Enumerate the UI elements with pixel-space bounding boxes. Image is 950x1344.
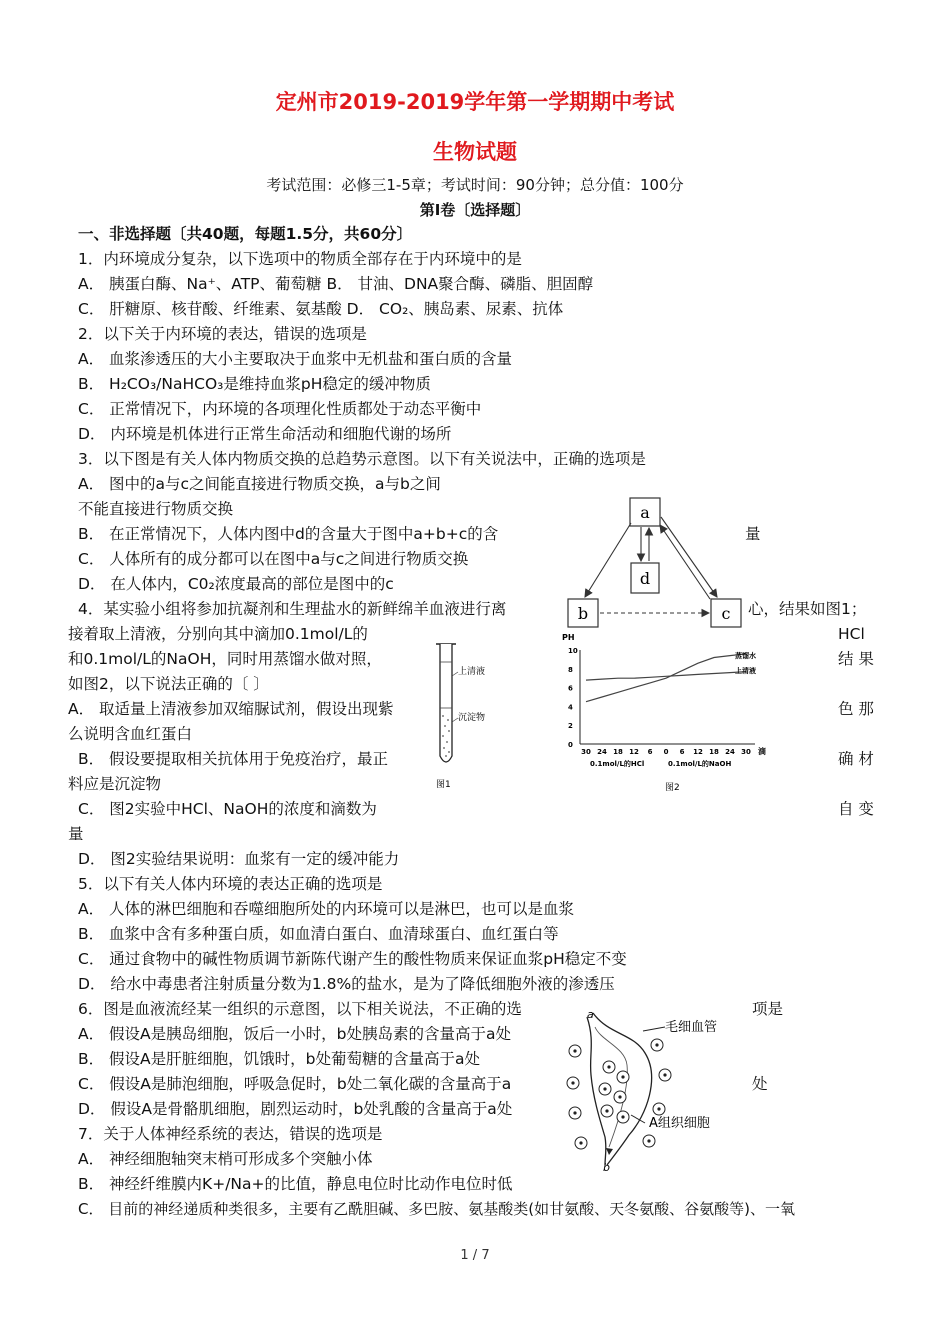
q4-stem-line2-end: HCl bbox=[838, 625, 865, 643]
fig1-caption: 图1 bbox=[436, 780, 451, 790]
q4-stem-line3: 和0.1mol/L的NaOH，同时用蒸馏水做对照， bbox=[68, 650, 382, 668]
q3-option-c: C． 人体所有的成分都可以在图中a与c之间进行物质交换 bbox=[78, 550, 469, 568]
xlabel-hcl: 0.1mol/L的HCl bbox=[590, 760, 645, 768]
q4-option-c-line2: 量 bbox=[68, 825, 84, 843]
q6-option-c: C． 假设A是肺泡细胞，呼吸急促时，b处二氧化碳的含量高于a bbox=[78, 1075, 512, 1093]
y-tick-label: 0 bbox=[568, 741, 573, 749]
q5-option-d: D． 给水中毒患者注射质量分数为1.8%的盐水，是为了降低细胞外液的渗透压 bbox=[78, 975, 615, 993]
q2-stem: 2．以下关于内环境的表达，错误的选项是 bbox=[78, 325, 367, 343]
y-tick-label: 2 bbox=[568, 722, 573, 731]
q3-option-a-line1: A． 图中的a与c之间能直接进行物质交换，a与b之间 bbox=[78, 475, 441, 493]
q2-option-d: D． 内环境是机体进行正常生命活动和细胞代谢的场所 bbox=[78, 425, 452, 443]
q6-stem-end: 项是 bbox=[752, 1000, 784, 1018]
q4-option-b-line2: 料应是沉淀物 bbox=[68, 775, 162, 793]
fig1-test-tube bbox=[428, 636, 508, 791]
volume-heading: 第Ⅰ卷〔选择题〕 bbox=[419, 201, 531, 219]
legend-supernatant: 上清液 bbox=[735, 667, 756, 675]
q5-option-c: C． 通过食物中的碱性物质调节新陈代谢产生的酸性物质来保证血浆pH稳定不变 bbox=[78, 950, 627, 968]
xlabel-naoh: 0.1mol/L的NaOH bbox=[668, 760, 732, 768]
x-tick-label: 24 bbox=[597, 748, 607, 756]
q3-option-b-line1: B． 在正常情况下，人体内图中d的含量大于图中a+b+c的含 bbox=[78, 525, 499, 543]
node-b-label: b bbox=[577, 604, 589, 623]
label-a: a bbox=[587, 1008, 594, 1021]
legend-water: 蒸馏水 bbox=[735, 652, 756, 660]
q3-option-a-line2: 不能直接进行物质交换 bbox=[78, 500, 234, 518]
exam-title: 定州市2019-2019学年第一学期期中考试 bbox=[275, 90, 675, 114]
node-d-label: d bbox=[639, 569, 651, 588]
q7-stem: 7．关于人体神经系统的表达，错误的选项是 bbox=[78, 1125, 383, 1143]
q4-stem-line1: 4．某实验小组将参加抗凝剂和生理盐水的新鲜绵羊血液进行离 bbox=[78, 600, 507, 618]
q6-capillary-diagram bbox=[565, 1005, 760, 1175]
q4-stem-line4: 如图2，以下说法正确的〔 〕 bbox=[68, 675, 269, 693]
cells-inside bbox=[599, 1061, 629, 1123]
q4-option-a-line2: 么说明含血红蛋白 bbox=[68, 725, 193, 743]
q3-exchange-diagram bbox=[565, 495, 750, 630]
q2-option-b: B． H₂CO₃/NaHCO₃是维持血浆pH稳定的缓冲物质 bbox=[78, 375, 431, 393]
q4-stem-line2: 接着取上清液，分别向其中滴加0.1mol/L的 bbox=[68, 625, 368, 643]
label-sediment: 沉淀物 bbox=[458, 713, 486, 723]
q3-stem: 3．以下图是有关人体内物质交换的总趋势示意图。以下有关说法中，正确的选项是 bbox=[78, 450, 646, 468]
q7-option-b: B． 神经纤维膜内K+/Na+的比值，静息电位时比动作电位时低 bbox=[78, 1175, 513, 1193]
q1-options-cd: C． 肝糖原、核苷酸、纤维素、氨基酸 D． CO₂、胰岛素、尿素、抗体 bbox=[78, 300, 564, 318]
q4-stem-line3-end: 结 果 bbox=[838, 650, 874, 668]
q4-option-a-line1: A． 取适量上清液参加双缩脲试剂，假设出现紫 bbox=[68, 700, 394, 718]
x-tick-label: 30 bbox=[581, 748, 591, 756]
page-number: 1 / 7 bbox=[460, 1248, 490, 1263]
q4-stem-line1-end: 心，结果如图1； bbox=[748, 600, 867, 618]
q3-option-d: D． 在人体内，C0₂浓度最高的部位是图中的c bbox=[78, 575, 394, 593]
fig2-ph-chart bbox=[560, 630, 775, 795]
q6-option-d: D． 假设A是骨骼肌细胞，剧烈运动时，b处乳酸的含量高于a处 bbox=[78, 1100, 513, 1118]
q2-option-c: C． 正常情况下，内环境的各项理化性质都处于动态平衡中 bbox=[78, 400, 482, 418]
label-tissue-cell: A组织细胞 bbox=[649, 1116, 710, 1131]
y-tick-label: 4 bbox=[568, 703, 573, 712]
q5-stem: 5．以下有关人体内环境的表达正确的选项是 bbox=[78, 875, 383, 893]
x-tick-label: 30 bbox=[741, 748, 751, 756]
arrow-a-to-c bbox=[661, 517, 717, 597]
q6-option-c-end: 处 bbox=[752, 1075, 768, 1093]
q1-options-ab: A． 胰蛋白酶、Na⁺、ATP、葡萄糖 B． 甘油、DNA聚合酶、磷脂、胆固醇 bbox=[78, 275, 594, 293]
node-a-label: a bbox=[640, 503, 650, 522]
q4-option-a-line1-end: 色 那 bbox=[838, 700, 874, 718]
q6-stem: 6．图是血液流经某一组织的示意图，以下相关说法，不正确的选 bbox=[78, 1000, 522, 1018]
label-supernatant: 上清液 bbox=[458, 667, 486, 677]
label-b: b bbox=[603, 1161, 610, 1174]
x-tick-label: 6 bbox=[647, 748, 653, 756]
q7-option-c: C． 目前的神经递质种类很多，主要有乙酰胆碱、多巴胺、氨基酸类(如甘氨酸、天冬氨酸、谷氨酸等)、一氧 bbox=[78, 1200, 795, 1218]
arrow-a-to-b bbox=[585, 523, 631, 597]
series-water-line bbox=[586, 654, 746, 702]
q6-option-b: B． 假设A是肝脏细胞，饥饿时，b处葡萄糖的含量高于a处 bbox=[78, 1050, 481, 1068]
x-tick-label: 24 bbox=[725, 748, 735, 756]
section-heading: 一、非选择题〔共40题，每题1.5分，共60分〕 bbox=[78, 225, 413, 243]
q6-option-a: A． 假设A是胰岛细胞，饭后一小时，b处胰岛素的含量高于a处 bbox=[78, 1025, 511, 1043]
q4-option-b-line1: B． 假设要提取相关抗体用于免疫治疗，最正 bbox=[78, 750, 389, 768]
q4-option-b-line1-end: 确 材 bbox=[838, 750, 874, 768]
x-tick-label: 0 bbox=[663, 748, 669, 756]
exam-subtitle: 生物试题 bbox=[433, 140, 517, 164]
arrow-c-to-a bbox=[660, 525, 710, 599]
node-c-label: c bbox=[721, 604, 731, 623]
q5-option-b: B． 血浆中含有多种蛋白质，如血清白蛋白、血清球蛋白、血红蛋白等 bbox=[78, 925, 559, 943]
x-tick-label: 12 bbox=[693, 748, 703, 756]
fig2-caption: 图2 bbox=[665, 783, 680, 793]
q4-option-c-line1-end: 自 变 bbox=[838, 800, 874, 818]
q1-stem: 1．内环境成分复杂，以下选项中的物质全部存在于内环境中的是 bbox=[78, 250, 522, 268]
q7-option-a: A． 神经细胞轴突末梢可形成多个突触小体 bbox=[78, 1150, 373, 1168]
exam-info: 考试范围：必修三1-5章；考试时间：90分钟；总分值：100分 bbox=[266, 176, 684, 194]
ylabel: PH bbox=[562, 633, 575, 642]
x-tick-label: 18 bbox=[709, 748, 719, 756]
q3-option-b-line2: 量 bbox=[745, 525, 761, 543]
q4-option-d: D． 图2实验结果说明：血浆有一定的缓冲能力 bbox=[78, 850, 400, 868]
q5-option-a: A． 人体的淋巴细胞和吞噬细胞所处的内环境可以是淋巴，也可以是血浆 bbox=[78, 900, 575, 918]
x-tick-label: 12 bbox=[629, 748, 639, 756]
x-unit: 滴 bbox=[758, 747, 766, 756]
q2-option-a: A． 血浆渗透压的大小主要取决于血浆中无机盐和蛋白质的含量 bbox=[78, 350, 513, 368]
label-capillary: 毛细血管 bbox=[665, 1020, 718, 1035]
x-tick-label: 18 bbox=[613, 748, 623, 756]
x-tick-label: 6 bbox=[679, 748, 685, 756]
y-tick-label: 8 bbox=[568, 665, 573, 674]
y-tick-label: 6 bbox=[568, 684, 573, 693]
y-tick-label: 10 bbox=[568, 647, 578, 655]
q4-option-c-line1: C． 图2实验中HCl、NaOH的浓度和滴数为 bbox=[78, 800, 377, 818]
